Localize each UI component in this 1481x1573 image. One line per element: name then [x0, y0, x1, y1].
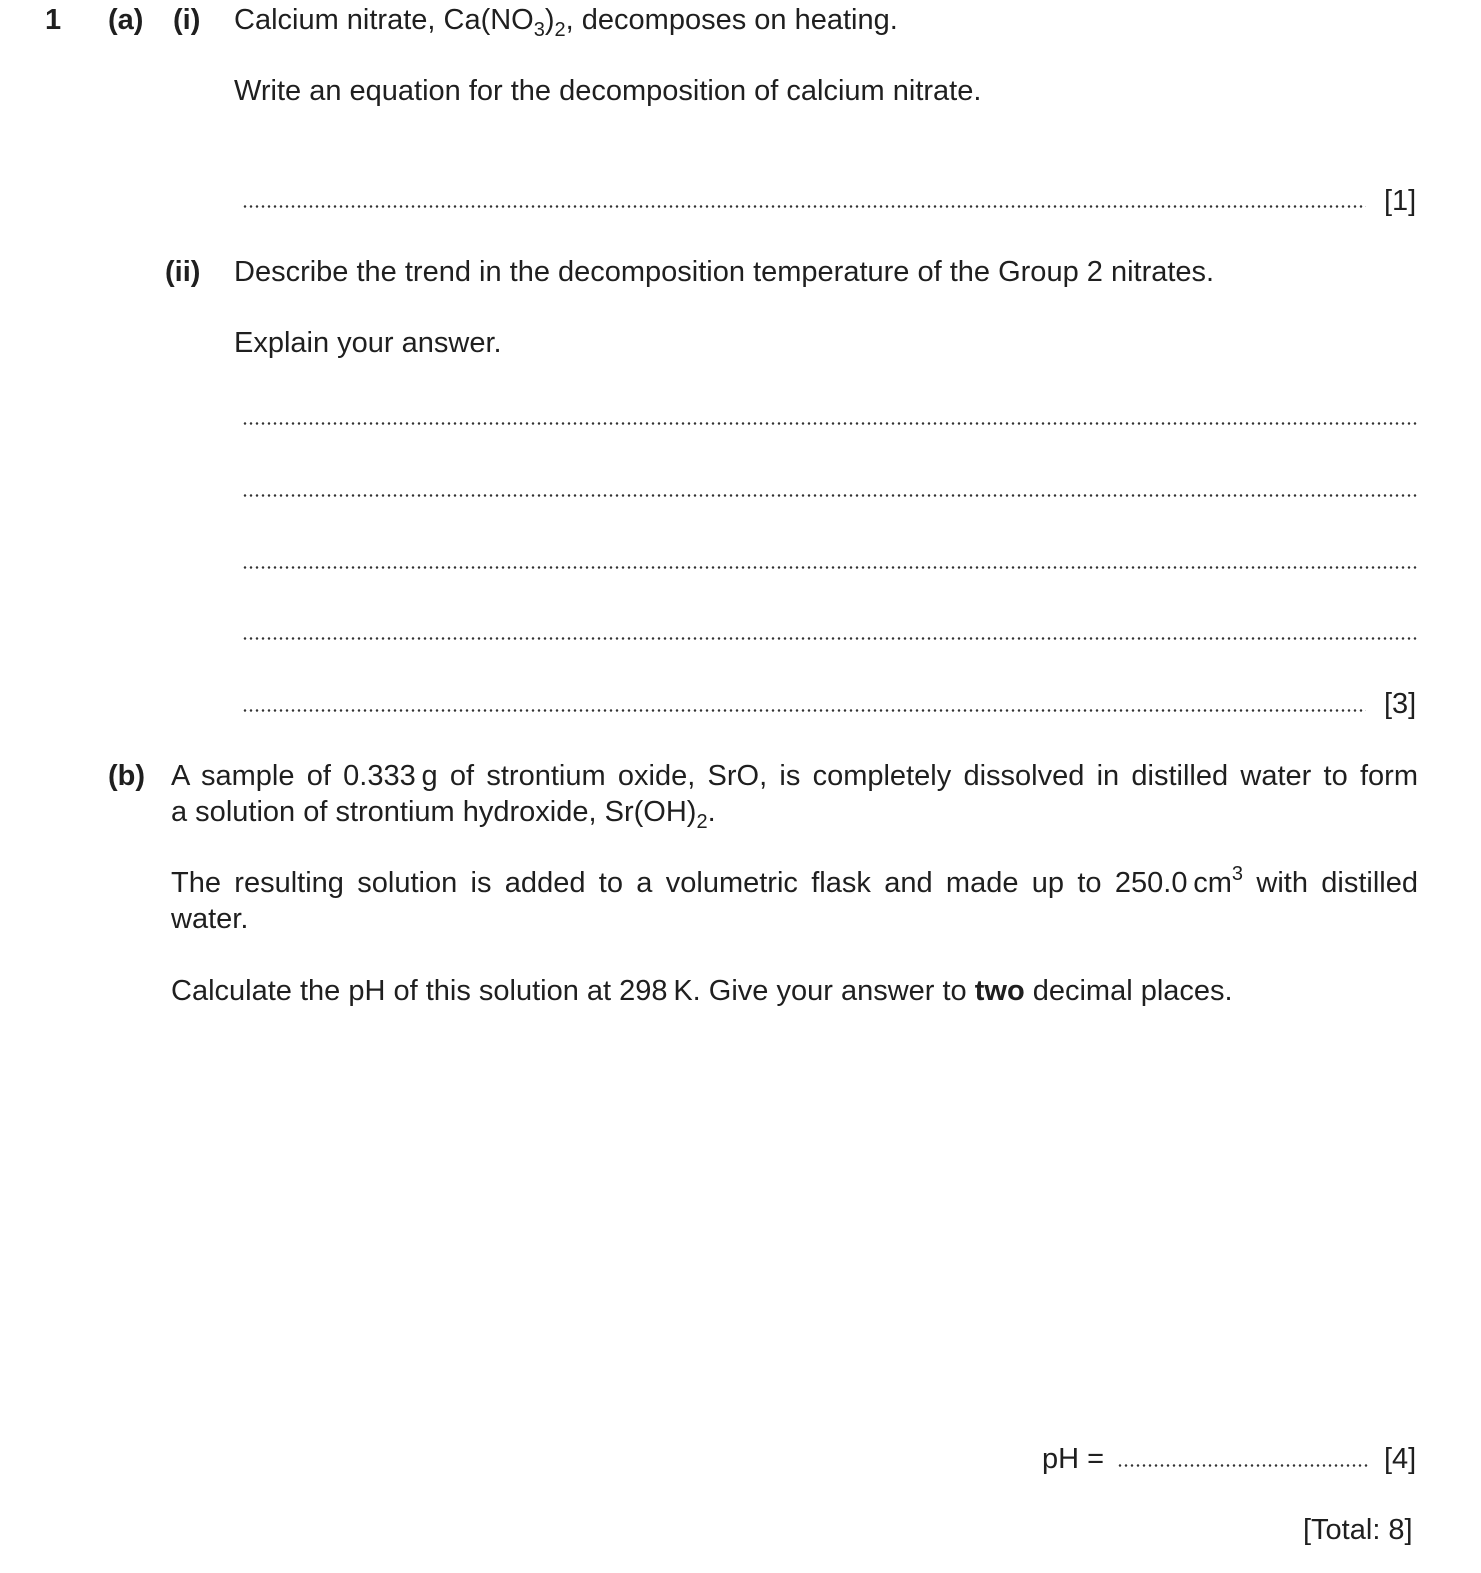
emphasis-text: two — [974, 975, 1025, 1007]
ph-label: pH = — [1042, 1443, 1105, 1475]
stem-text: decimal places. — [1024, 975, 1233, 1007]
part-b-line3 — [171, 865, 1418, 901]
part-b-line5 — [171, 973, 1233, 1009]
stem-text: ) — [544, 4, 555, 36]
ph-answer-line[interactable] — [1117, 1464, 1368, 1467]
marks-b: [4] — [1384, 1443, 1417, 1475]
subscript: 2 — [696, 811, 708, 833]
question-number: 1 — [45, 4, 62, 36]
sub-i-stem — [234, 2, 898, 41]
sub-ii-stem: Describe the trend in the decomposition temperature of the Group 2 nitrates. — [234, 256, 1215, 288]
stem-text: The resulting solution is added to a volumetric flask and made up to 250.0 cm — [171, 867, 1232, 899]
marks-i: [1] — [1384, 185, 1417, 217]
part-b-label: (b) — [108, 760, 146, 792]
superscript: 3 — [1231, 863, 1244, 885]
stem-text: . — [707, 796, 716, 828]
sub-ii-label: (ii) — [165, 256, 201, 288]
stem-text: , decomposes on heating. — [565, 4, 898, 36]
part-b-line1: A sample of 0.333 g of strontium oxide, SrO, is completely dissolved in distilled water to form — [171, 760, 1418, 792]
answer-line-ii-2[interactable] — [242, 494, 1417, 497]
stem-text: Calculate the pH of this solution at 298 K. Give your answer to — [171, 975, 975, 1007]
sub-ii-instruction: Explain your answer. — [234, 327, 502, 359]
part-b-line4: water. — [171, 903, 249, 935]
answer-line-i[interactable] — [242, 205, 1366, 208]
subscript: 2 — [554, 19, 566, 41]
answer-line-ii-4[interactable] — [242, 637, 1417, 640]
stem-text: with distilled — [1243, 867, 1418, 899]
stem-text: Calcium nitrate, Ca(NO — [234, 4, 534, 36]
part-b-line2 — [171, 794, 716, 833]
answer-line-ii-3[interactable] — [242, 566, 1417, 569]
subscript: 3 — [533, 19, 545, 41]
stem-text: a solution of strontium hydroxide, Sr(OH) — [171, 796, 697, 828]
part-a-label: (a) — [108, 4, 144, 36]
sub-i-instruction: Write an equation for the decomposition of calcium nitrate. — [234, 75, 982, 107]
answer-line-ii-1[interactable] — [242, 422, 1417, 425]
total-marks: [Total: 8] — [1303, 1514, 1413, 1546]
answer-line-ii-5[interactable] — [242, 709, 1366, 712]
marks-ii: [3] — [1384, 688, 1417, 720]
sub-i-label: (i) — [173, 4, 201, 36]
